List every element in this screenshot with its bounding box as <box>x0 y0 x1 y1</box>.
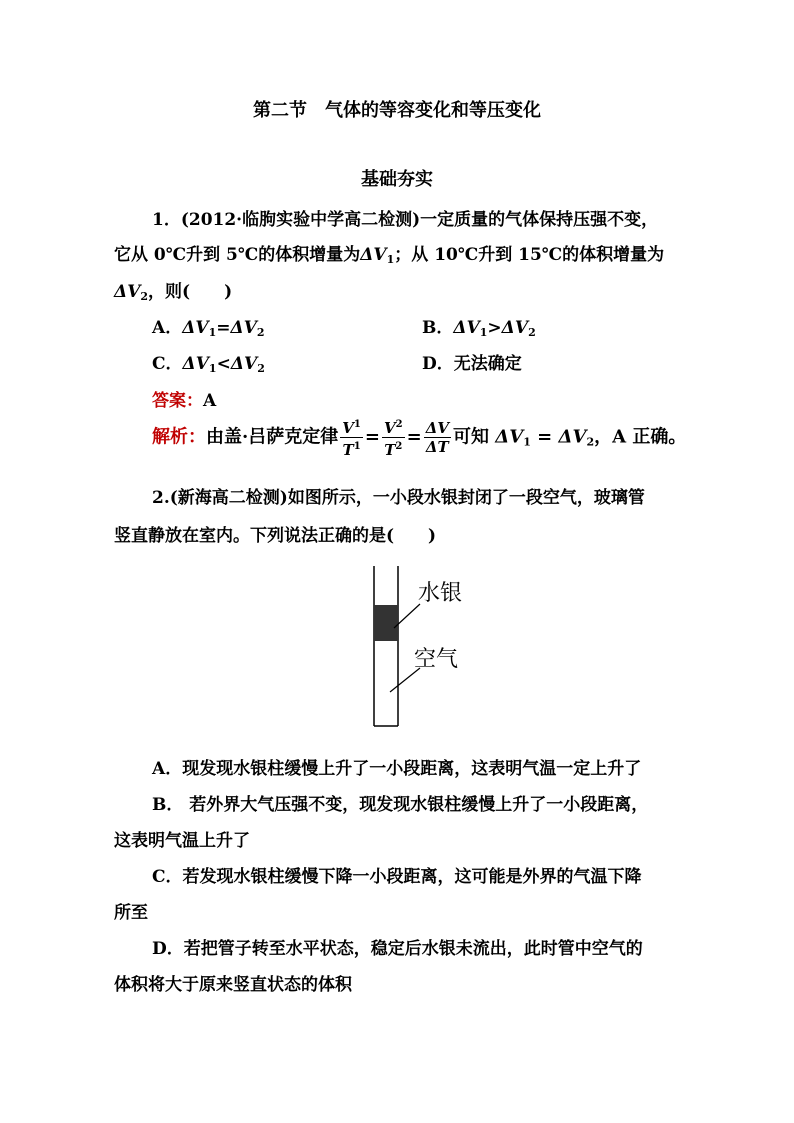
q1-line-3-text: ，则( ) <box>148 282 233 302</box>
analysis-dv2-sub: 2 <box>586 435 595 449</box>
q1-option-c <box>152 349 265 375</box>
analysis-text-c: ，A 正确。 <box>594 426 687 448</box>
q1-analysis <box>152 416 686 459</box>
q2-option-b-line-1: B． 若外界大气压强不变，现发现水银柱缓慢上升了一小段距离， <box>152 795 649 815</box>
analysis-eq-2: = <box>406 426 422 448</box>
analysis-eq-3: = <box>537 426 553 448</box>
q1-option-c-sub1: 1 <box>208 362 217 375</box>
q1-option-d: D．无法确定 <box>422 354 522 374</box>
q1-option-a-sub2: 2 <box>256 326 265 339</box>
frac2-den: T <box>384 441 396 459</box>
q1-line-1: 1．(2012·临朐实验中学高二检测)一定质量的气体保持压强不变， <box>152 210 659 230</box>
q1-option-c-op: < <box>216 354 231 374</box>
section-heading: 基础夯实 <box>361 169 433 190</box>
analysis-label: 解析： <box>152 426 206 448</box>
fraction-v2-t2 <box>382 416 405 459</box>
frac2-den-sup: 2 <box>395 441 403 452</box>
q1-option-c-label: C． <box>152 354 183 374</box>
q1-answer <box>152 386 216 411</box>
analysis-text-b: 可知 <box>452 426 489 448</box>
q1-dv2-sub: 2 <box>140 290 149 303</box>
q1-option-c-dv1: ΔV <box>182 354 209 374</box>
glass-tube-figure <box>350 560 490 730</box>
q1-option-b-label: B． <box>422 318 454 338</box>
answer-label: 答案： <box>152 391 203 411</box>
q1-option-b-dv2: ΔV <box>501 318 529 338</box>
mercury-label: 水银 <box>418 581 463 606</box>
frac2-num: V <box>383 419 396 437</box>
frac1-num: V <box>342 419 354 437</box>
q2-option-a: A．现发现水银柱缓慢上升了一小段距离，这表明气温一定上升了 <box>152 759 642 779</box>
frac1-den: T <box>342 441 354 459</box>
frac2-num-sup: 2 <box>395 419 403 430</box>
q1-dv1-sub: 1 <box>386 253 395 266</box>
q1-line-2-text-a: 它从 0℃升到 5℃的体积增量为 <box>114 245 361 265</box>
answer-value: A <box>203 391 217 411</box>
q1-option-a-dv2: ΔV <box>230 318 257 338</box>
q1-option-a-dv1: ΔV <box>182 318 209 338</box>
q1-dv2: ΔV <box>114 282 141 302</box>
analysis-text-a: 由盖·吕萨克定律 <box>206 426 339 448</box>
analysis-dv1: ΔV <box>495 426 524 448</box>
q1-option-c-dv2: ΔV <box>230 354 258 374</box>
q1-option-b-dv1: ΔV <box>453 318 480 338</box>
q2-option-d-line-1: D．若把管子转至水平状态，稳定后水银未流出，此时管中空气的 <box>152 939 643 959</box>
q1-option-b-sub2: 2 <box>528 326 536 339</box>
q1-line-3 <box>114 277 232 303</box>
q2-option-b-line-2: 这表明气温上升了 <box>114 831 250 851</box>
q1-option-a <box>152 313 265 339</box>
analysis-dv1-sub: 1 <box>523 435 531 449</box>
mercury-column <box>374 605 398 641</box>
q2-option-c-line-2: 所至 <box>114 903 148 923</box>
analysis-eq-1: = <box>364 426 380 448</box>
q1-option-b <box>422 313 536 339</box>
frac3-den: ΔT <box>425 438 449 456</box>
page-title: 第二节 气体的等容变化和等压变化 <box>253 100 541 121</box>
fraction-v1-t1 <box>340 416 363 459</box>
q1-option-c-sub2: 2 <box>257 362 265 375</box>
frac3-num: ΔV <box>425 419 449 437</box>
q1-option-a-sub1: 1 <box>208 326 217 339</box>
q2-option-c-line-1: C．若发现水银柱缓慢下降一小段距离，这可能是外界的气温下降 <box>152 867 642 887</box>
q1-line-2-text-b: ；从 10℃升到 15℃的体积增量为 <box>394 245 665 265</box>
analysis-dv2: ΔV <box>558 426 587 448</box>
q1-option-a-label: A． <box>152 318 183 338</box>
q2-option-d-line-2: 体积将大于原来竖直状态的体积 <box>114 975 352 995</box>
q2-line-2: 竖直静放在室内。下列说法正确的是( ) <box>114 526 437 546</box>
air-label: 空气 <box>414 647 459 672</box>
q2-line-1: 2.(新海高二检测)如图所示，一小段水银封闭了一段空气，玻璃管 <box>152 488 645 508</box>
q1-option-b-sub1: 1 <box>479 326 488 339</box>
frac1-num-sup: 1 <box>353 419 361 430</box>
q1-line-2 <box>114 240 664 266</box>
frac1-den-sup: 1 <box>353 441 361 452</box>
fraction-dv-dt <box>424 419 451 456</box>
q1-option-a-op: = <box>216 318 231 338</box>
q1-option-b-op: > <box>487 318 502 338</box>
q1-dv1: ΔV <box>360 245 387 265</box>
